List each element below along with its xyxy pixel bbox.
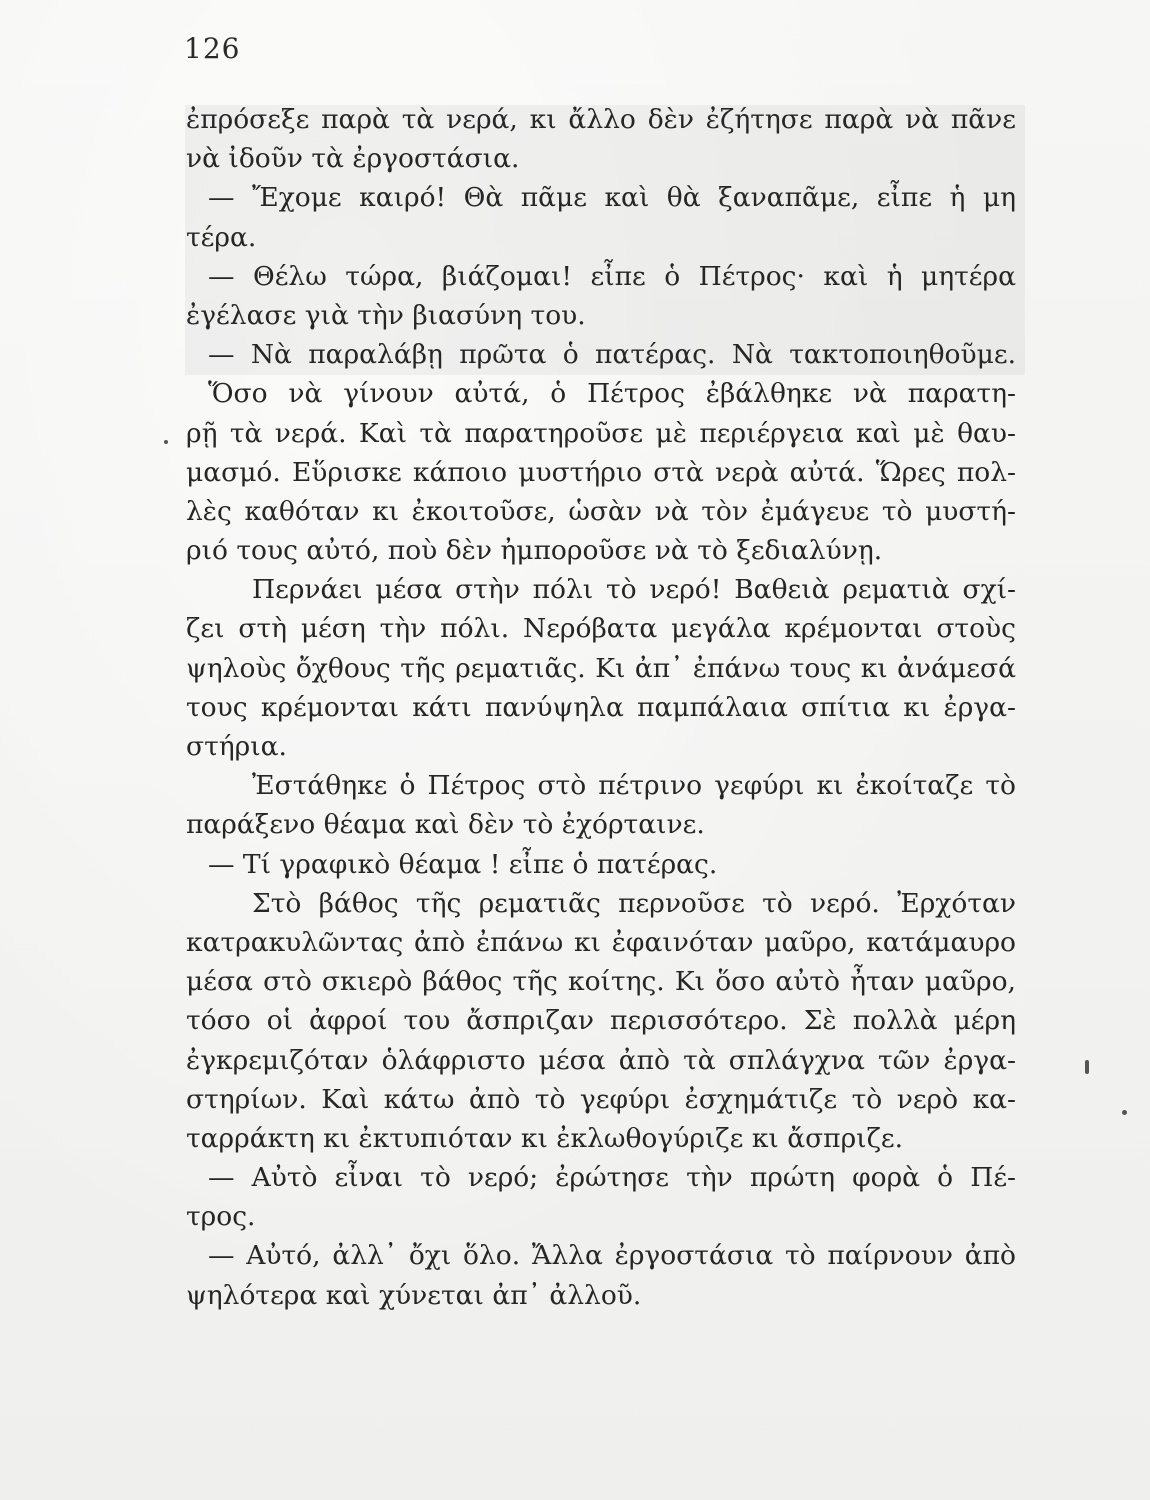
text-line: ζει στὴ μέση τὴν πόλι. Νερόβατα μεγάλα κρέμονται στοὺς [186, 613, 1016, 645]
text-line: ψηλότερα καὶ χύνεται ἀπ᾽ ἀλλοῦ. [186, 1279, 642, 1311]
text-line: Περνάει μέσα στὴν πόλι τὸ νερό! Βαθειὰ ρεματιὰ σχί- [252, 574, 1016, 606]
scan-speck [1122, 1110, 1127, 1115]
text-line: — Νὰ παραλάβῃ πρῶτα ὁ πατέρας. Νὰ τακτοποιηθοῦμε. [208, 339, 1016, 371]
text-line: μασμό. Εὕρισκε κάποιο μυστήριο στὰ νερὰ αὐτά. Ὥρες πολ- [186, 456, 1016, 488]
text-line: ψηλοὺς ὄχθους τῆς ρεματιᾶς. Κι ἀπ᾽ ἐπάνω τους κι ἀνάμεσά [186, 652, 1016, 684]
text-line: — Αὐτὸ εἶναι τὸ νερό; ἐρώτησε τὴν πρώτη φορὰ ὁ Πέ- [208, 1162, 1016, 1194]
text-line: — Τί γραφικὸ θέαμα ! εἶπε ὁ πατέρας. [208, 848, 718, 880]
text-line: ριό τους αὐτό, ποὺ δὲν ἠμποροῦσε νὰ τὸ ξεδιαλύνῃ. [186, 535, 883, 567]
text-line: — Ἔχομε καιρό! Θὰ πᾶμε καὶ θὰ ξαναπᾶμε, εἶπε ἡ μη [208, 182, 1016, 214]
text-line: παράξενο θέαμα καὶ δὲν τὸ ἐχόρταινε. [186, 809, 705, 841]
text-line: τους κρέμονται κάτι πανύψηλα παμπάλαια σπίτια κι ἐργα- [186, 691, 1016, 723]
text-line: — Θέλω τώρα, βιάζομαι! εἶπε ὁ Πέτρος· καὶ ἡ μητέρα [208, 260, 1016, 292]
text-line: — Αὐτό, ἀλλ᾽ ὄχι ὅλο. Ἄλλα ἐργοστάσια τὸ παίρνουν ἀπὸ [208, 1240, 1016, 1272]
text-line: λὲς καθόταν κι ἐκοιτοῦσε, ὡσὰν νὰ τὸν ἐμάγευε τὸ μυστή- [186, 495, 1016, 527]
text-line: ρῇ τὰ νερά. Καὶ τὰ παρατηροῦσε μὲ περιέργεια καὶ μὲ θαυ- [186, 417, 1016, 449]
text-line: Στὸ βάθος τῆς ρεματιᾶς περνοῦσε τὸ νερό. Ἐρχόταν [252, 887, 1016, 919]
text-line: τόσο οἱ ἀφροί του ἄσπριζαν περισσότερο. Σὲ πολλὰ μέρη [186, 1005, 1016, 1037]
text-line: ἐγκρεμιζόταν ὁλάφριστο μέσα ἀπὸ τὰ σπλάγχνα τῶν ἐργα- [186, 1044, 1016, 1076]
text-line: νὰ ἰδοῦν τὰ ἐργοστάσια. [186, 143, 520, 175]
text-line: ἐγέλασε γιὰ τὴν βιασύνη του. [186, 299, 586, 331]
text-line: Ἐστάθηκε ὁ Πέτρος στὸ πέτρινο γεφύρι κι ἐκοίταζε τὸ [252, 770, 1016, 802]
text-line: ἐπρόσεξε παρὰ τὰ νερά, κι ἄλλο δὲν ἐζήτησε παρὰ νὰ πᾶνε [186, 104, 1016, 135]
text-line: κατρακυλῶντας ἀπὸ ἐπάνω κι ἐφαινόταν μαῦρο, κατάμαυρο [186, 926, 1016, 958]
text-line: στήρια. [186, 731, 287, 762]
text-line: στηρίων. Καὶ κάτω ἀπὸ τὸ γεφύρι ἐσχημάτιζε τὸ νερὸ κα- [186, 1083, 1016, 1115]
page-number: 126 [184, 32, 241, 65]
text-line: ταρράκτη κι ἐκτυπιόταν κι ἐκλωθογύριζε κι ἄσπριζε. [186, 1122, 904, 1154]
text-line: τρος. [186, 1201, 256, 1233]
text-line: μέσα στὸ σκιερὸ βάθος τῆς κοίτης. Κι ὅσο αὐτὸ ἦταν μαῦρο, [186, 966, 1016, 998]
text-line: τέρα. [186, 221, 257, 253]
text-line: Ὅσο νὰ γίνουν αὐτά, ὁ Πέτρος ἐβάλθηκε νὰ παρατη- [208, 378, 1016, 410]
scan-speck [1085, 1060, 1089, 1074]
body-text [186, 100, 1016, 1315]
scan-speck [164, 440, 168, 444]
